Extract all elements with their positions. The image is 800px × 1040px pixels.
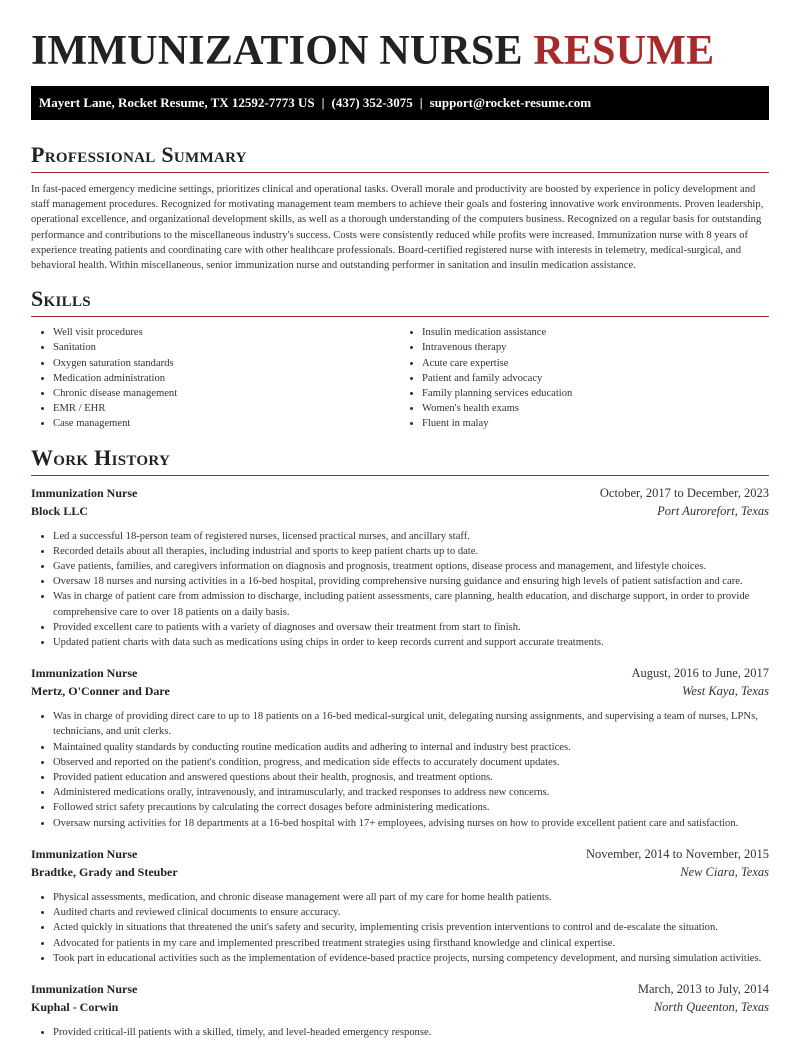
list-item: • Physical assessments, medication, and chronic disease management were all part of my care for home health patients. xyxy=(53,890,769,905)
job-title: Immunization Nurse xyxy=(31,846,138,861)
skills-heading: Skills xyxy=(31,286,91,312)
list-item: • Was in charge of providing direct care to up to 18 patients on a 16-bed medical-surgical unit, delegating nursing assignments, and supervising a team of nurses, LPNs, technicians, and unit clerks. xyxy=(53,709,769,739)
summary-text: In fast-paced emergency medicine settings, prioritizes clinical and operational tasks. Overall morale and productivity are boosted by experience in policy development and staff management procedures. Recognized for motivating management team members to achieve their goals and fostering innovative work environments. Proven leadership, operational excellence, and organizational development skills, as well as a thorough understanding of the computers business. Recognized on a regular basis for outstanding performance and contributions to the miscellaneous industry's success. Costs were consistently reduced while profits were increased. Immunization nurse with 8 years of experience treating patients and coordinating care with other healthcare professionals. Board-certified registered nurse with interests in telemetry, medical-surgical, and behavioral health. Within miscellaneous, senior immunization nurse and outstanding performer in sanitation and insulin medication assistance. xyxy=(31,184,764,272)
skills-list-right xyxy=(400,325,769,431)
job-company-row xyxy=(31,684,769,699)
list-item: • Family planning services education xyxy=(422,386,769,401)
job-entry xyxy=(31,847,769,966)
list-item: • Oxygen saturation standards xyxy=(53,356,400,371)
summary-heading: Professional Summary xyxy=(31,142,247,167)
list-item: • Well visit procedures xyxy=(53,325,400,340)
job-list xyxy=(31,486,769,1040)
title-main: IMMUNIZATION NURSE xyxy=(31,28,523,74)
skills-list-left xyxy=(31,325,400,431)
job-bullets xyxy=(31,1025,769,1040)
list-item: • Case management xyxy=(53,416,400,431)
list-item: • Followed strict safety precautions by calculating the correct dosages before administering medications. xyxy=(53,800,769,815)
list-item: • Provided patient education and answered questions about their health, prognosis, and treatment options. xyxy=(53,770,769,785)
job-bullets xyxy=(31,709,769,831)
list-item: • Led a successful 18-person team of registered nurses, licensed practical nurses, and ancillary staff. xyxy=(53,529,769,544)
list-item: • Administered medications orally, intravenously, and intramuscularly, and tracked responses to address new concerns. xyxy=(53,785,769,800)
job-company: Bradtke, Grady and Steuber xyxy=(31,864,178,879)
section-divider xyxy=(31,475,769,476)
contact-address: Mayert Lane, Rocket Resume, TX 12592-7773 US xyxy=(39,95,315,110)
job-company-row xyxy=(31,504,769,519)
list-item: • Advocated for patients in my care and implemented prescribed treatment strategies using firsthand knowledge and clinical expertise. xyxy=(53,936,769,951)
job-company: Mertz, O'Conner and Dare xyxy=(31,684,170,699)
job-location: Port Aurorefort, Texas xyxy=(657,503,769,518)
job-company: Kuphal - Corwin xyxy=(31,999,119,1014)
job-location: New Ciara, Texas xyxy=(680,864,769,879)
job-bullets xyxy=(31,890,769,966)
list-item: • Updated patient charts with data such as medications using chips in order to keep records current and support accurate treatments. xyxy=(53,635,769,650)
job-header-row xyxy=(31,486,769,501)
job-bullets xyxy=(31,529,769,651)
job-title: Immunization Nurse xyxy=(31,485,138,500)
title-accent: RESUME xyxy=(533,28,715,74)
list-item: • Oversaw nursing activities for 18 departments at a 16-bed hospital with 17+ employees, advising nurses on how to provide excellent patient care and satisfaction. xyxy=(53,816,769,831)
section-divider xyxy=(31,316,769,317)
list-item: • Insulin medication assistance xyxy=(422,325,769,340)
contact-email: support@rocket-resume.com xyxy=(429,95,592,110)
job-dates: March, 2013 to July, 2014 xyxy=(637,981,769,996)
skills-section xyxy=(31,286,769,431)
list-item: • Oversaw 18 nurses and nursing activities in a 16-bed hospital, providing comprehensive nursing guidance and ensuring high levels of patient satisfaction and care. xyxy=(53,574,769,589)
job-title: Immunization Nurse xyxy=(31,981,138,996)
job-company-row xyxy=(31,1000,769,1015)
list-item: • Women's health exams xyxy=(422,401,769,416)
skills-columns xyxy=(31,325,769,431)
job-company: Block LLC xyxy=(31,503,89,518)
resume-title xyxy=(31,0,769,76)
list-item: • Fluent in malay xyxy=(422,416,769,431)
work-section xyxy=(31,445,769,1040)
list-item: • Chronic disease management xyxy=(53,386,400,401)
list-item: • Was in charge of patient care from admission to discharge, including patient assessments, care planning, health education, and discharge support, in order to provide comprehensive care to over 18 patients on a daily basis. xyxy=(53,589,769,619)
job-dates: November, 2014 to November, 2015 xyxy=(586,846,769,861)
contact-phone: (437) 352-3075 xyxy=(331,95,413,110)
list-item: • Sanitation xyxy=(53,340,400,355)
list-item: • Intravenous therapy xyxy=(422,340,769,355)
job-entry xyxy=(31,982,769,1040)
list-item: • Provided excellent care to patients with a variety of diagnoses and oversaw their treatment from start to finish. xyxy=(53,620,769,635)
contact-separator: | xyxy=(321,95,325,110)
job-header-row xyxy=(31,847,769,862)
list-item: • Observed and reported on the patient's condition, progress, and medication side effects to accurately document updates. xyxy=(53,755,769,770)
summary-section xyxy=(31,142,769,273)
list-item: • Audited charts and reviewed clinical documents to ensure accuracy. xyxy=(53,905,769,920)
job-entry xyxy=(31,486,769,651)
job-dates: October, 2017 to December, 2023 xyxy=(599,485,769,500)
section-divider xyxy=(31,172,769,173)
job-company-row xyxy=(31,865,769,880)
contact-bar xyxy=(31,86,769,120)
list-item: • Maintained quality standards by conducting routine medication audits and adhering to internal and industry best practices. xyxy=(53,740,769,755)
list-item: • Recorded details about all therapies, including industrial and sports to keep patient charts up to date. xyxy=(53,544,769,559)
job-dates: August, 2016 to June, 2017 xyxy=(631,666,769,681)
list-item: • Gave patients, families, and caregivers information on diagnosis and prognosis, treatment options, disease process and management, and lifestyle choices. xyxy=(53,559,769,574)
job-location: North Queenton, Texas xyxy=(653,999,769,1014)
job-location: West Kaya, Texas xyxy=(682,684,769,699)
list-item: • Medication administration xyxy=(53,371,400,386)
list-item: • Provided critical-ill patients with a skilled, timely, and level-headed emergency response. xyxy=(53,1025,769,1040)
job-entry xyxy=(31,666,769,831)
list-item: • Acute care expertise xyxy=(422,356,769,371)
job-header-row xyxy=(31,982,769,997)
list-item: • Took part in educational activities such as the implementation of evidence-based practice projects, nursing competency development, and nursing simulation activities. xyxy=(53,951,769,966)
work-heading: Work History xyxy=(31,444,171,470)
list-item: • Acted quickly in situations that threatened the unit's safety and security, implementing crisis prevention interventions to control and de-escalate the situation. xyxy=(53,920,769,935)
list-item: • EMR / EHR xyxy=(53,401,400,416)
contact-separator: | xyxy=(419,95,423,110)
job-header-row xyxy=(31,666,769,681)
list-item: • Patient and family advocacy xyxy=(422,371,769,386)
job-title: Immunization Nurse xyxy=(31,666,138,681)
